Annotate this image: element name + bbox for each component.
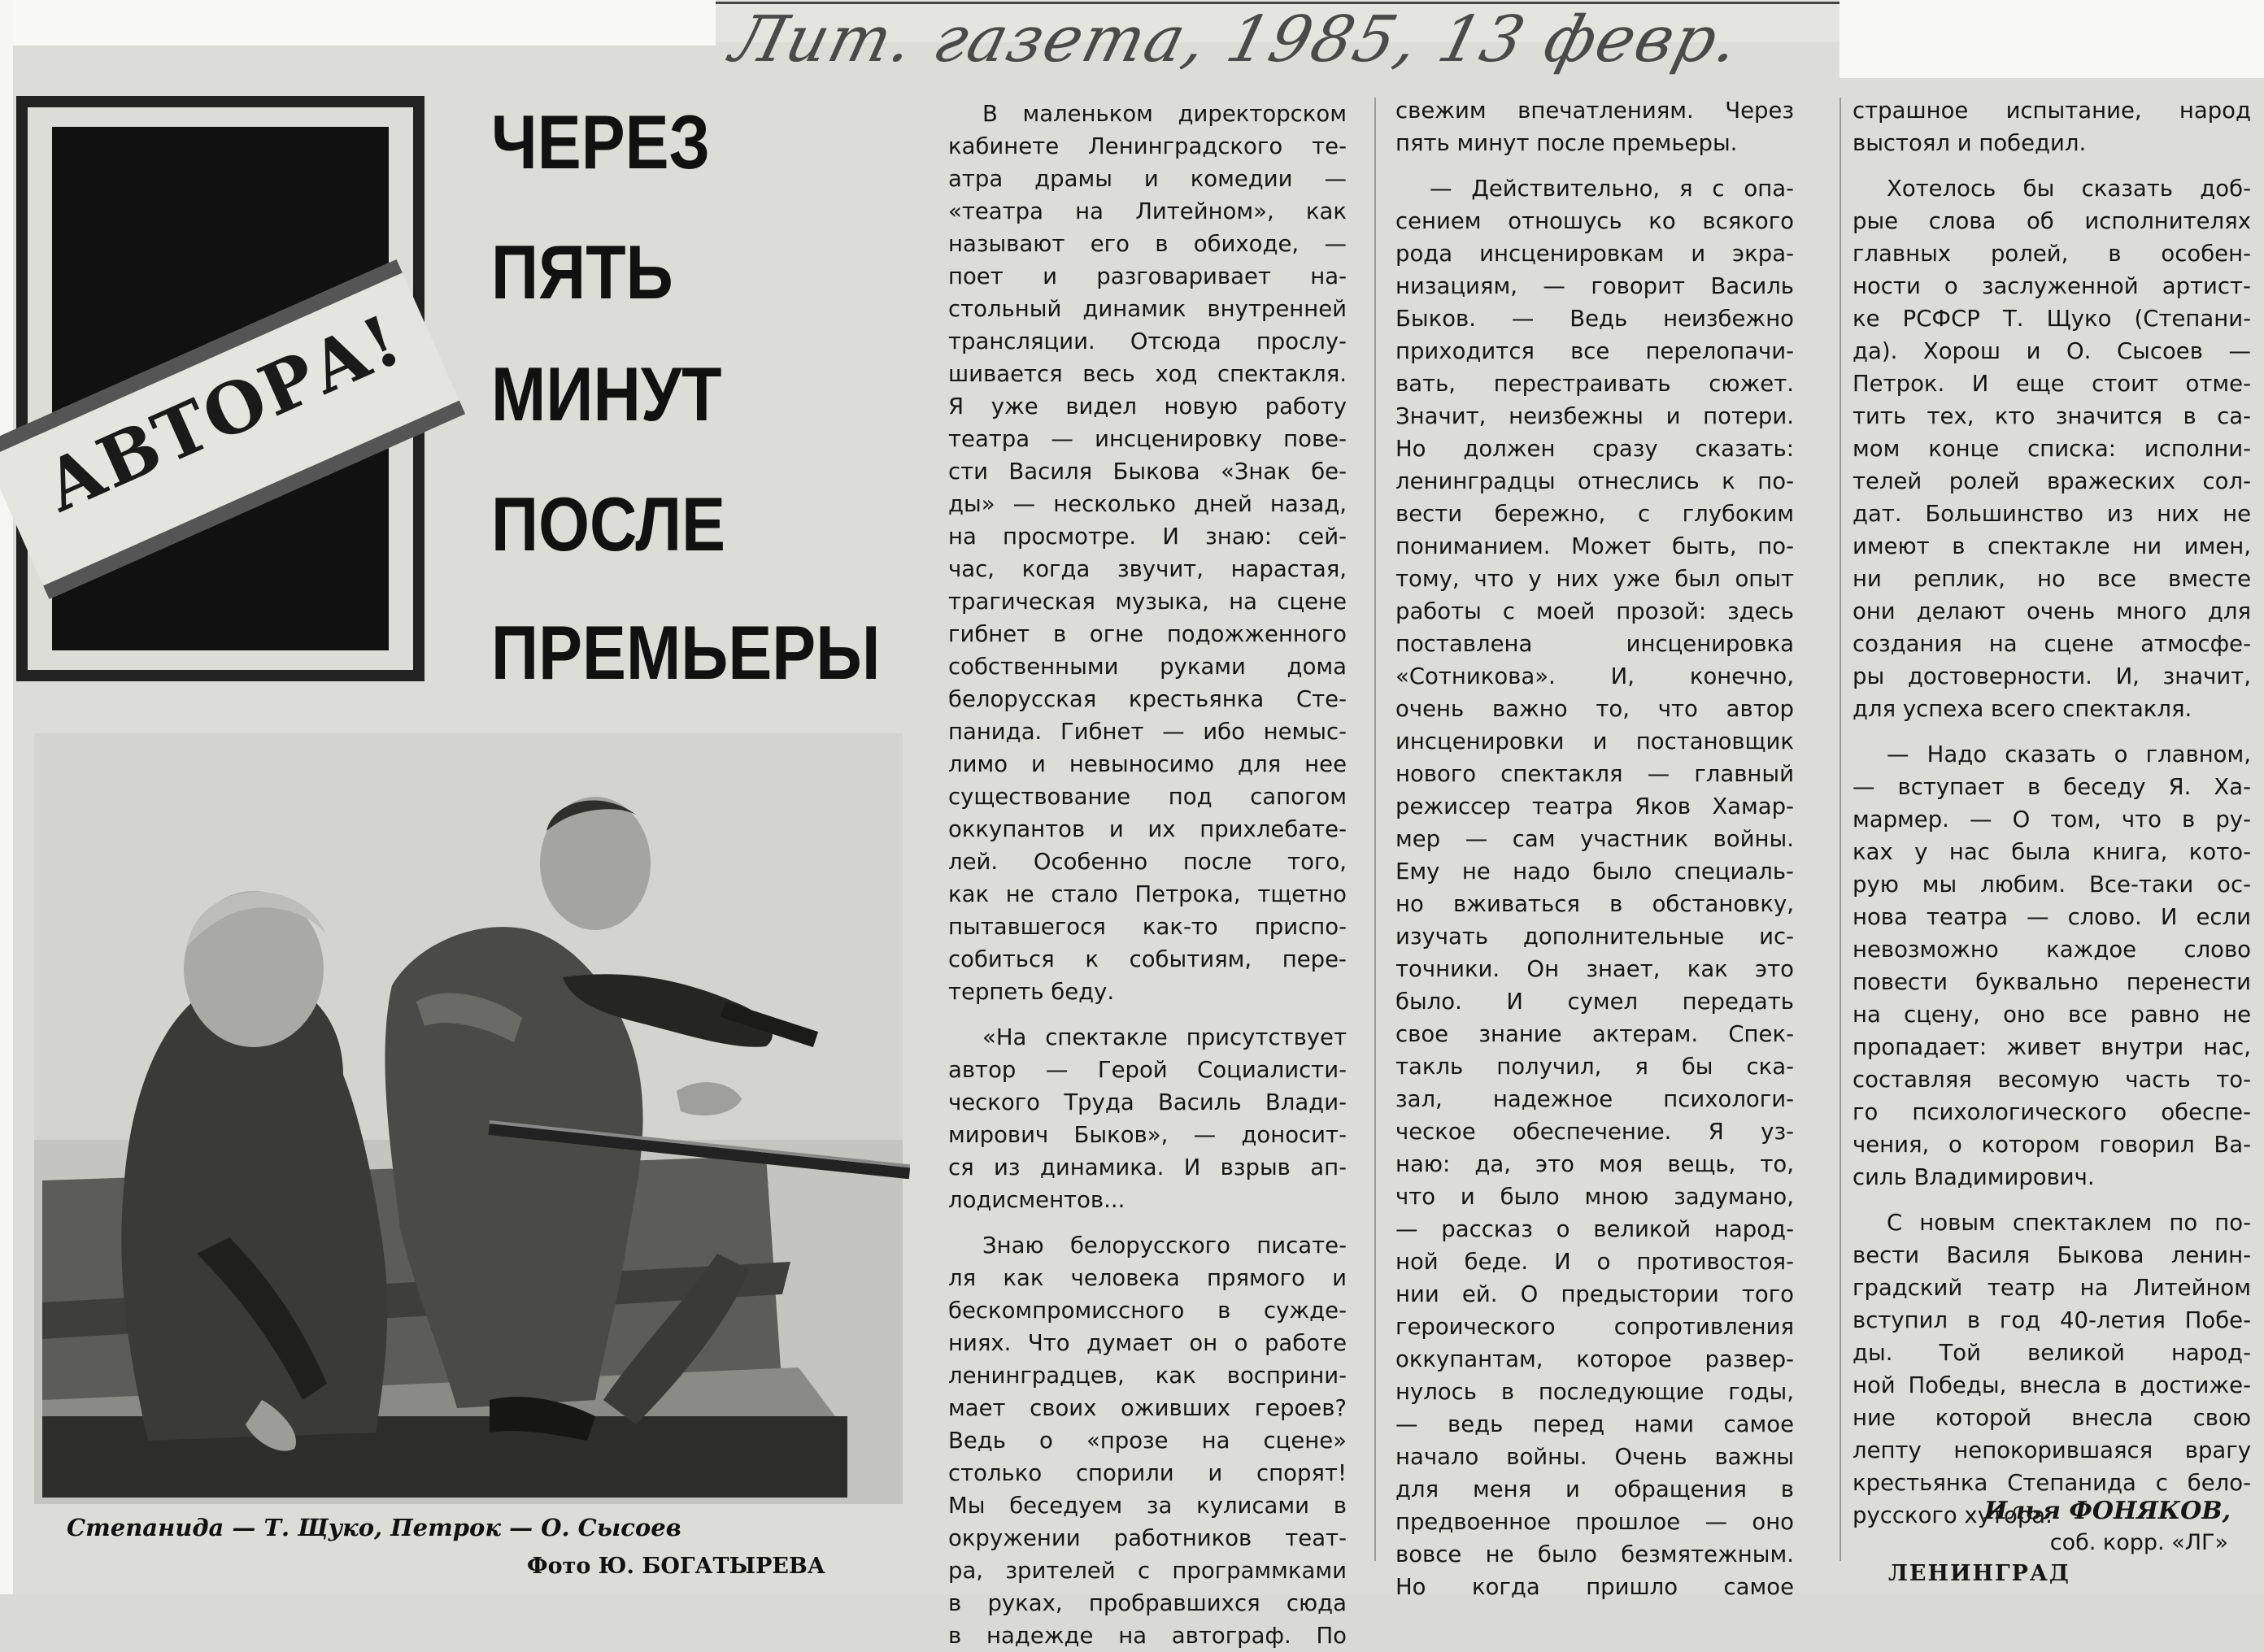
article-text-line: ниях. Что думает он о работе: [948, 1330, 1347, 1356]
article-text-line: невозможно каждое слово: [1853, 937, 2251, 963]
article-text-line: выстоял и победил.: [1853, 130, 2087, 156]
article-text-line: очень важно то, что автор: [1395, 696, 1794, 722]
headline-line: ЧЕРЕЗ: [491, 99, 711, 185]
article-text-line: было. И сумел передать: [1395, 989, 1794, 1015]
article-text-line: «Сотникова». И, конечно,: [1395, 663, 1794, 689]
article-text-line: приходится все перелопачи-: [1395, 338, 1794, 364]
article-text-line: рода инсценировкам и экра-: [1395, 241, 1794, 267]
article-text-line: ды» — несколько дней назад,: [948, 491, 1347, 517]
column-rule: [1840, 98, 1841, 1561]
rubric-box: [16, 96, 424, 681]
article-text-line: дат. Большинство из них не: [1853, 501, 2251, 527]
article-text-line: сти Василя Быкова «Знак бе-: [948, 459, 1347, 485]
article-text-line: вать, перестраивать сюжет.: [1395, 371, 1794, 397]
article-text-line: поставлена инсценировка: [1395, 631, 1794, 657]
article-text-line: рые слова об исполнителях: [1853, 208, 2251, 234]
article-text-line: нии ей. О предыстории того: [1395, 1281, 1794, 1307]
article-text-line: панида. Гибнет — ибо немыс-: [948, 719, 1347, 745]
photo-credit: Фото Ю. БОГАТЫРЕВА: [527, 1554, 825, 1579]
article-text-line: В маленьком директорском: [982, 101, 1347, 127]
article-text-line: Но должен сразу сказать:: [1395, 436, 1794, 462]
article-text-line: час, когда звучит, нарастая,: [948, 556, 1347, 582]
article-text-line: называют его в обиходе, —: [948, 231, 1347, 257]
column-rule: [1374, 98, 1376, 1561]
article-column-2: [1395, 94, 1794, 1603]
article-text-line: имеют в спектакле ни имен,: [1853, 533, 2251, 559]
article-text-line: Мы беседуем за кулисами в: [948, 1493, 1347, 1519]
article-text-line: вовсе не было безмятежным.: [1395, 1541, 1794, 1567]
article-text-line: С новым спектаклем по по-: [1887, 1210, 2251, 1236]
article-text-line: — вступает в беседу Я. Ха-: [1853, 774, 2251, 800]
headline-line: МИНУТ: [491, 351, 722, 437]
handwritten-source-note: Лит. газета, 1985, 13 февр.: [724, 3, 1748, 76]
article-text-line: русского хутора.: [1853, 1502, 2053, 1528]
article-text-line: нова театра — слово. И если: [1853, 904, 2251, 930]
article-text-line: зал, надежное психологи-: [1395, 1086, 1794, 1112]
article-text-line: предвоенное прошлое — оно: [1395, 1509, 1794, 1535]
article-text-line: ни реплик, но все вместе: [1853, 566, 2251, 592]
article-text-line: лей. Особенно после того,: [948, 849, 1347, 875]
byline-city: ЛЕНИНГРАД: [1888, 1561, 2070, 1586]
article-text-line: ке РСФСР Т. Щуко (Степани-: [1853, 306, 2251, 332]
article-text-line: для меня и обращения в: [1395, 1476, 1794, 1502]
article-text-line: оккупантов и их прихлебате-: [948, 816, 1347, 842]
article-text-line: Быков. — Ведь неизбежно: [1395, 306, 1794, 332]
article-text-line: точники. Он знает, как это: [1395, 956, 1794, 982]
article-text-line: в надежде на автограф. По: [948, 1623, 1347, 1649]
article-text-line: пытавшегося как-то приспо-: [948, 914, 1347, 940]
article-text-line: изучать дополнительные ис-: [1395, 924, 1794, 950]
article-text-line: сением отношусь ко всякого: [1395, 208, 1794, 234]
article-text-line: рую мы любим. Все-таки ос-: [1853, 872, 2251, 898]
rubric-band: [0, 259, 465, 599]
article-text-line: гибнет в огне подожженного: [948, 621, 1347, 647]
rubric-panel: [32, 127, 414, 650]
article-text-line: силь Владимирович.: [1853, 1164, 2095, 1190]
article-text-line: Ему не надо было специаль-: [1395, 859, 1794, 885]
article-text-line: повести буквально перенести: [1853, 969, 2251, 995]
article-text-line: ческого Труда Василь Влади-: [948, 1089, 1347, 1115]
article-text-line: трагическая музыка, на сцене: [948, 589, 1347, 615]
article-text-line: трансляции. Отсюда прослу-: [948, 328, 1347, 354]
article-text-line: ках у нас была книга, кото-: [1853, 839, 2251, 865]
article-text-line: ся из динамика. И взрыв ап-: [948, 1154, 1347, 1180]
article-text-line: начало войны. Очень важны: [1395, 1444, 1794, 1470]
article-text-line: телей ролей вражеских сол-: [1853, 468, 2251, 494]
headline-line: ПОСЛЕ: [491, 481, 725, 567]
article-text-line: окружении работников теат-: [948, 1525, 1347, 1551]
article-text-line: нулось в последующие годы,: [1395, 1379, 1794, 1405]
article-text-line: театра — инсценировку пове-: [948, 426, 1347, 452]
byline-author: Илья ФОНЯКОВ,: [1984, 1497, 2231, 1525]
article-text-line: ности о заслуженной артист-: [1853, 273, 2251, 299]
article-text-line: чения, о котором говорил Ва-: [1853, 1132, 2251, 1158]
headline-line: ПРЕМЬЕРЫ: [491, 610, 881, 695]
article-text-line: Я уже видел новую работу: [948, 393, 1347, 420]
article-text-line: лимо и невыносимо для нее: [948, 751, 1347, 777]
article-text-line: мает своих оживших героев?: [948, 1395, 1347, 1421]
article-text-line: поет и разговаривает на-: [948, 263, 1347, 289]
paper-margin-top-left: [0, 0, 716, 46]
article-text-line: ние которой внесла свою: [1853, 1405, 2251, 1431]
article-text-line: для успеха всего спектакля.: [1853, 696, 2192, 722]
article-text-line: наю: да, это моя вещь, то,: [1395, 1151, 1794, 1177]
article-text-line: что и было мною задумано,: [1395, 1184, 1794, 1210]
article-text-line: мер — сам участник войны.: [1395, 826, 1794, 852]
article-text-line: лепту непокорившаяся врагу: [1853, 1437, 2251, 1463]
article-text-line: инсценировки и постановщик: [1395, 728, 1794, 754]
article-text-line: ра, зрителей с программками: [948, 1558, 1347, 1584]
article-text-line: ной Победы, внесла в достиже-: [1853, 1372, 2251, 1398]
article-text-line: составляя весомую часть то-: [1853, 1067, 2251, 1093]
article-text-line: ленинградцев, как восприни-: [948, 1363, 1347, 1389]
article-text-line: атра драмы и комедии —: [948, 166, 1347, 192]
article-text-line: го психологического обеспе-: [1853, 1099, 2251, 1125]
article-column-3: [1853, 94, 2251, 1532]
article-text-line: — Действительно, я с опа-: [1430, 176, 1794, 202]
article-text-line: ленинградцы отнеслись к по-: [1395, 468, 1794, 494]
stage-photo: [34, 733, 903, 1504]
article-text-line: терпеть беду.: [948, 979, 1115, 1005]
article-text-line: они делают очень много для: [1853, 598, 2251, 624]
article-text-line: на просмотре. И знаю: сей-: [948, 524, 1347, 550]
article-text-line: главных ролей, в особен-: [1853, 241, 2251, 267]
article-text-line: столько спорили и спорят!: [948, 1460, 1347, 1486]
article-text-line: крестьянка Степанида с бело-: [1853, 1470, 2251, 1496]
article-text-line: — рассказ о великой народ-: [1395, 1216, 1794, 1242]
article-text-line: собиться к событиям, пере-: [948, 946, 1347, 972]
article-text-line: — ведь перед нами самое: [1395, 1411, 1794, 1437]
article-text-line: оккупантам, которое развер-: [1395, 1346, 1794, 1372]
article-text-line: Значит, неизбежны и потери.: [1395, 403, 1794, 429]
article-text-line: ры достоверности. И, значит,: [1853, 663, 2251, 689]
rubric-frame: [28, 107, 413, 670]
stage-photo-image: [34, 733, 903, 1504]
article-text-line: ля как человека прямого и: [948, 1265, 1347, 1291]
article-column-1: [948, 98, 1347, 1652]
headline-line: ПЯТЬ: [491, 229, 673, 315]
article-text-line: режиссер театра Яков Хамар-: [1395, 793, 1794, 819]
article-text-line: — Надо сказать о главном,: [1887, 741, 2251, 767]
article-text-line: «театра на Литейном», как: [948, 198, 1347, 224]
article-text-line: Ведь о «прозе на сцене»: [948, 1428, 1347, 1454]
article-text-line: Петрок. И еще стоит отме-: [1853, 371, 2251, 397]
article-text-line: автор — Герой Социалисти-: [948, 1057, 1347, 1083]
article-text-line: Знаю белорусского писате-: [982, 1232, 1347, 1259]
article-text-line: свежим впечатлениям. Через: [1395, 98, 1794, 124]
article-text-line: пять минут после премьеры.: [1395, 130, 1738, 156]
article-text-line: градский театр на Литейном: [1853, 1275, 2251, 1301]
article-text-line: да). Хорош и О. Сысоев —: [1853, 338, 2251, 364]
paper-margin-left: [0, 0, 13, 1594]
article-text-line: низациям, — говорит Василь: [1395, 273, 1794, 299]
article-text-line: вести бережно, с глубоким: [1395, 501, 1794, 527]
article-text-line: но вживаться в обстановку,: [1395, 891, 1794, 917]
article-text-line: в руках, пробравшихся сюда: [948, 1590, 1347, 1616]
article-text-line: белорусская крестьянка Сте-: [948, 686, 1347, 712]
article-text-line: свое знание актерам. Спек-: [1395, 1021, 1794, 1047]
article-text-line: работы с моей прозой: здесь: [1395, 598, 1794, 624]
photo-caption: Степанида — Т. Щуко, Петрок — О. Сысоев: [67, 1514, 681, 1541]
article-text-line: тить тех, кто значится в са-: [1853, 403, 2251, 429]
article-text-line: страшное испытание, народ: [1853, 98, 2251, 124]
byline-role: соб. корр. «ЛГ»: [2049, 1530, 2228, 1555]
article-text-line: собственными руками дома: [948, 654, 1347, 680]
article-text-line: существование под сапогом: [948, 784, 1347, 810]
article-text-line: создания на сцене атмосфе-: [1853, 631, 2251, 657]
article-text-line: Хотелось бы сказать доб-: [1887, 176, 2251, 202]
article-text-line: мом конце списка: исполни-: [1853, 436, 2251, 462]
article-text-line: вступил в год 40-летия Побе-: [1853, 1307, 2251, 1333]
article-text-line: ды. Той великой народ-: [1853, 1340, 2251, 1366]
article-text-line: ной беде. И о противостоя-: [1395, 1249, 1794, 1275]
article-text-line: лодисментов...: [948, 1187, 1125, 1213]
article-text-line: кабинете Ленинградского те-: [948, 133, 1347, 159]
article-text-line: на сцену, оно все равно не: [1853, 1002, 2251, 1028]
article-text-line: такль получил, я бы ска-: [1395, 1054, 1794, 1080]
article-text-line: ческое обеспечение. Я уз-: [1395, 1119, 1794, 1145]
article-text-line: шивается весь ход спектакля.: [948, 361, 1347, 387]
article-text-line: нового спектакля — главный: [1395, 761, 1794, 787]
article-text-line: Но когда пришло самое: [1395, 1574, 1794, 1600]
article-text-line: вести Василя Быкова ленин-: [1853, 1242, 2251, 1268]
rubric-title: АВТОРА!: [32, 298, 414, 529]
article-text-line: тому, что у них уже был опыт: [1395, 566, 1794, 592]
article-text-line: «На спектакле присутствует: [982, 1024, 1347, 1050]
article-text-line: стольный динамик внутренней: [948, 296, 1347, 322]
article-text-line: как не стало Петрока, тщетно: [948, 881, 1347, 907]
article-text-line: пониманием. Может быть, по-: [1395, 533, 1794, 559]
article-text-line: пропадает: живет внутри нас,: [1853, 1034, 2251, 1060]
article-text-line: героического сопротивления: [1395, 1314, 1794, 1340]
article-text-line: бескомпромиссного в сужде-: [948, 1298, 1347, 1324]
article-text-line: мармер. — О том, что в ру-: [1853, 806, 2251, 833]
paper-margin-top-right: [1840, 0, 2264, 78]
article-text-line: мирович Быков», — доносит-: [948, 1122, 1347, 1148]
